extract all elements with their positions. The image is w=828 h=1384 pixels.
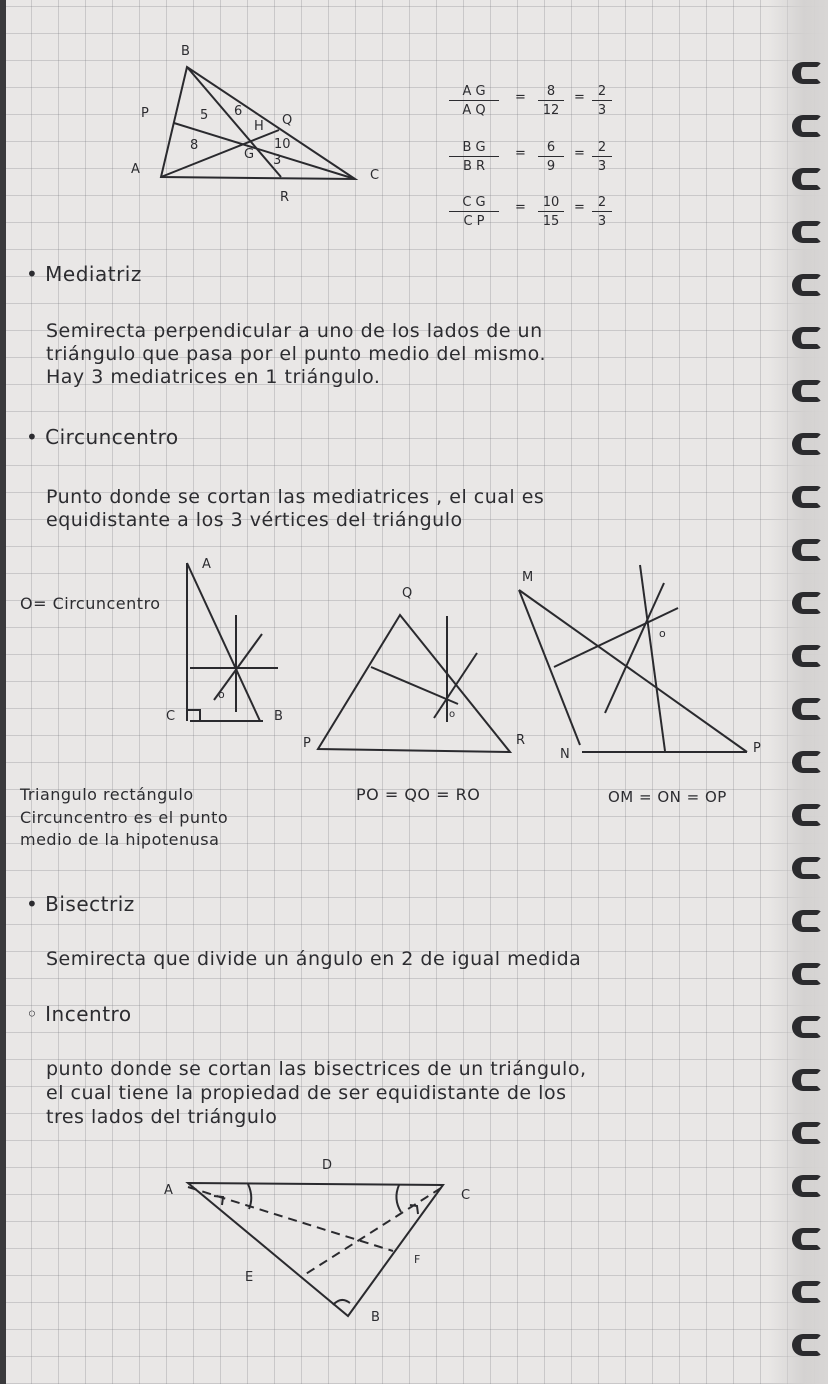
segment-length: 8 xyxy=(190,138,199,153)
equals-sign: = xyxy=(574,200,585,215)
vertex-label-p: P xyxy=(141,106,149,121)
paragraph-line: punto donde se cortan las bisectrices de un triángulo, xyxy=(46,1058,587,1080)
vertex-label-c: C xyxy=(166,709,176,724)
equals-sign: = xyxy=(574,90,585,105)
paragraph-line: tres lados del triángulo xyxy=(46,1106,278,1128)
ratio-fraction: $\frac{2}{3}$ xyxy=(592,140,612,174)
ratio-fraction: $\frac{2}{3}$ xyxy=(592,195,612,229)
ratio-fraction: $\frac{8}{12}$ xyxy=(538,84,564,118)
equals-sign: = xyxy=(515,200,526,215)
paragraph-line: triángulo que pasa por el punto medio del mismo. xyxy=(46,343,546,365)
vertex-label-n: N xyxy=(560,747,570,762)
equals-sign: = xyxy=(515,90,526,105)
segment-length: 6 xyxy=(234,104,243,119)
side-label-e: E xyxy=(245,1270,254,1285)
circumcenter-label-o: o xyxy=(449,709,456,720)
section-heading-circuncentro: • Circuncentro xyxy=(26,425,179,449)
note-line: Triangulo rectángulo xyxy=(20,785,194,804)
ratio-fraction: $\frac{\text{C G}}{\text{C P}}$ xyxy=(449,195,499,229)
vertex-label-q: Q xyxy=(402,586,413,601)
vertex-label-c: C xyxy=(370,168,380,183)
circumcenter-label-o: o xyxy=(659,627,666,640)
paragraph-line: Punto donde se cortan las mediatrices , el cual es xyxy=(46,486,545,508)
circumcenter-label-o: o xyxy=(218,688,225,701)
ratio-fraction: $\frac{10}{15}$ xyxy=(538,195,564,229)
ratio-fraction: $\frac{2}{3}$ xyxy=(592,84,612,118)
section-heading-incentro: ◦ Incentro xyxy=(26,1002,132,1026)
circumcenter-legend: O= Circuncentro xyxy=(20,594,161,613)
vertex-label-a: A xyxy=(164,1183,173,1198)
note-line: Circuncentro es el punto xyxy=(20,808,229,827)
vertex-label-r: R xyxy=(516,733,526,748)
vertex-label-r: R xyxy=(280,190,290,205)
segment-length: 5 xyxy=(200,108,209,123)
paragraph-line: el cual tiene la propiedad de ser equidistante de los xyxy=(46,1082,567,1104)
equals-sign: = xyxy=(515,146,526,161)
vertex-label-m: M xyxy=(522,570,534,585)
vertex-label-p: P xyxy=(753,741,761,756)
note-line: medio de la hipotenusa xyxy=(20,830,220,849)
acute-equidistance-equation: PO = QO = RO xyxy=(356,785,481,804)
vertex-label-b: B xyxy=(181,44,190,59)
vertex-label-b: B xyxy=(371,1310,380,1325)
paragraph-line: equidistante a los 3 vértices del triángulo xyxy=(46,509,463,531)
side-label-d: D xyxy=(322,1158,333,1173)
vertex-label-h: H xyxy=(254,119,264,134)
paragraph-line: Semirecta perpendicular a uno de los lados de un xyxy=(46,320,543,342)
vertex-label-c: C xyxy=(461,1188,471,1203)
section-heading-mediatriz: • Mediatriz xyxy=(26,262,142,286)
ratio-fraction: $\frac{6}{9}$ xyxy=(538,140,564,174)
obtuse-equidistance-equation: OM = ON = OP xyxy=(608,788,727,806)
vertex-label-a: A xyxy=(202,557,211,572)
vertex-label-p: P xyxy=(303,736,311,751)
equals-sign: = xyxy=(574,146,585,161)
vertex-label-b: B xyxy=(274,709,283,724)
segment-length: 3 xyxy=(273,153,282,168)
ratio-fraction: $\frac{\text{B G}}{\text{B R}}$ xyxy=(449,140,499,174)
segment-length: 10 xyxy=(274,137,291,152)
ratio-fraction: $\frac{\text{A G}}{\text{A Q}}$ xyxy=(449,84,499,118)
paragraph-line: Semirecta que divide un ángulo en 2 de igual medida xyxy=(46,948,582,970)
centroid-label-g: G xyxy=(244,147,255,162)
vertex-label-q: Q xyxy=(282,113,293,128)
vertex-label-a: A xyxy=(131,162,140,177)
paragraph-line: Hay 3 mediatrices en 1 triángulo. xyxy=(46,366,381,388)
section-heading-bisectriz: • Bisectriz xyxy=(26,892,135,916)
side-label-f: F xyxy=(414,1253,421,1266)
